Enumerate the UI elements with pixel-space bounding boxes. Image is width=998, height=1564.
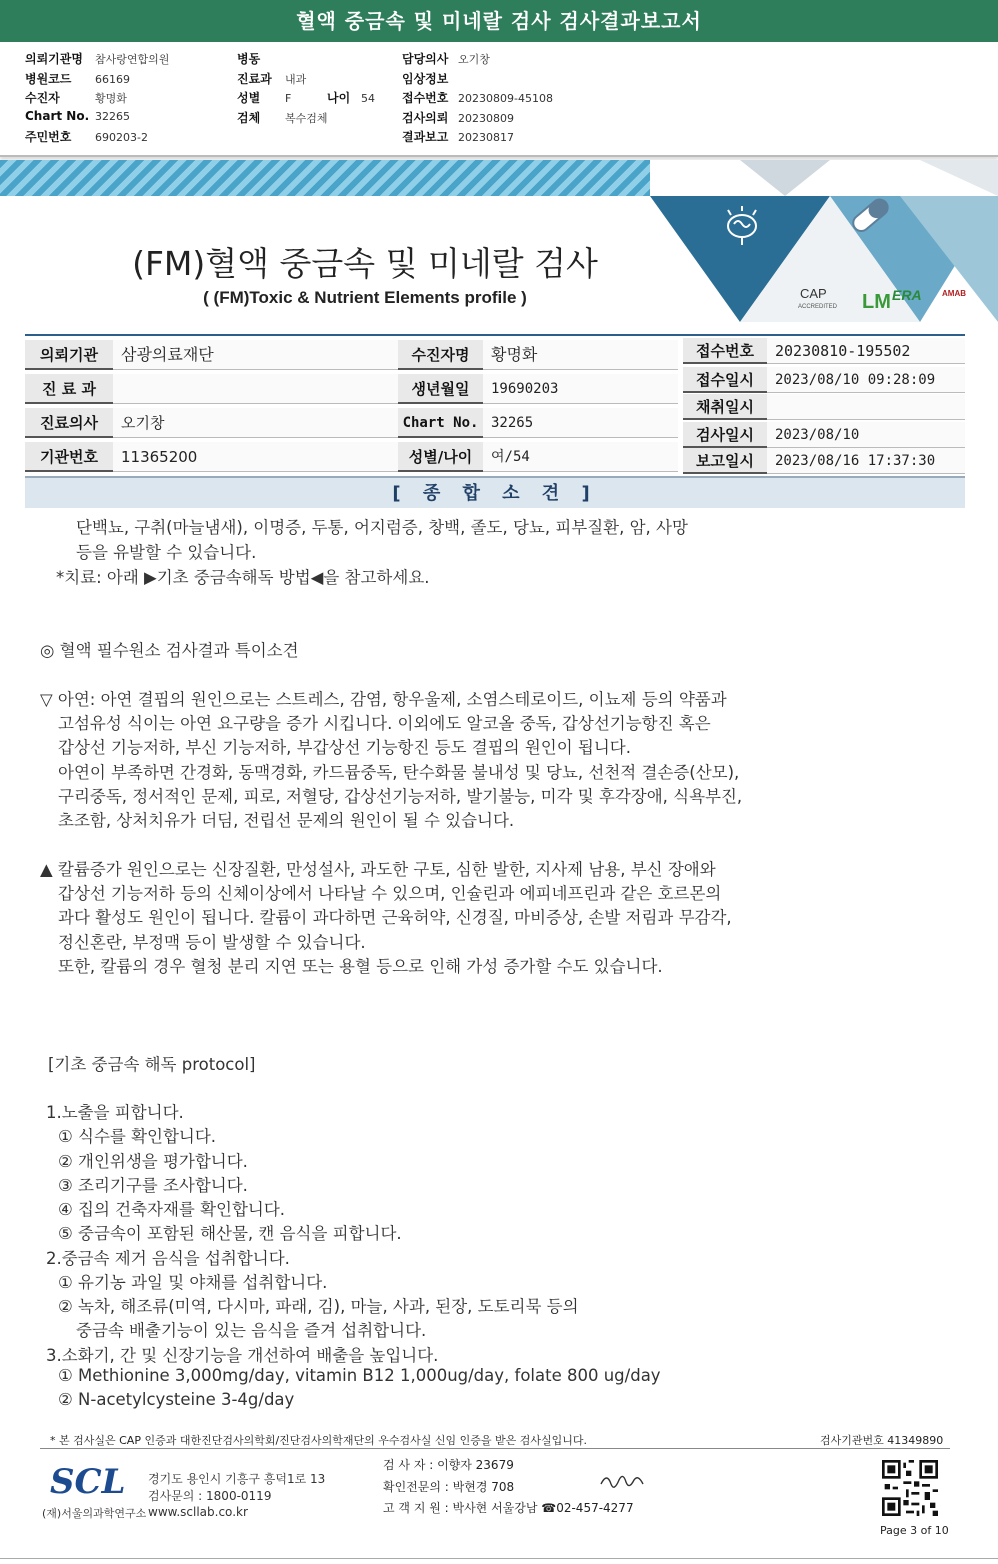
header-label: 담당의사 xyxy=(402,52,449,66)
header-label: 성별 xyxy=(237,91,261,105)
patient-info-table xyxy=(25,334,965,470)
body-line: 고섬유성 식이는 아연 요구량을 증가 시킵니다. 이외에도 알코올 중독, 갑상선기능항진 혹은 xyxy=(58,714,711,733)
header-info xyxy=(0,42,998,157)
age-value: 54 xyxy=(361,92,375,105)
page-number: Page 3 of 10 xyxy=(880,1524,949,1537)
body-line: 갑상선 기능저하 등의 신체이상에서 나타날 수 있으며, 인슐린과 에피네프린과 같은 호르몬의 xyxy=(58,884,722,903)
protocol-item: ① Methionine 3,000mg/day, vitamin B12 1,000ug/day, folate 800 ug/day xyxy=(58,1366,661,1385)
value-collect-time xyxy=(767,394,965,420)
age-label: 나이 xyxy=(327,91,351,105)
protocol-item: ② N-acetylcysteine 3-4g/day xyxy=(58,1390,295,1409)
header-label: 진료과 xyxy=(237,71,272,86)
body-line: ▲ 칼륨증가 원인으로는 신장질환, 만성설사, 과도한 구토, 심한 발한, 지사제 남용, 부신 장애와 xyxy=(40,860,716,879)
label-chart-no: Chart No. xyxy=(398,408,483,438)
header-value: 690203-2 xyxy=(95,131,148,144)
body-line: 등을 유발할 수 있습니다. xyxy=(76,543,257,562)
cap-badge-sub: ACCREDITED xyxy=(798,304,838,310)
body-line: 정신혼란, 부정맥 등이 발생할 수 있습니다. xyxy=(58,933,366,952)
header-value: F xyxy=(285,92,292,105)
label-receipt-time: 접수일시 xyxy=(683,367,767,393)
value-receipt-time: 2023/08/10 09:28:09 xyxy=(767,367,965,393)
logo-subtitle: (재)서울의과학연구소 xyxy=(42,1507,147,1520)
scl-logo: SCL xyxy=(50,1462,126,1502)
protocol-heading: [기초 중금속 해독 protocol] xyxy=(48,1055,256,1074)
header-label: 의뢰기관명 xyxy=(25,52,83,66)
signature xyxy=(598,1470,648,1494)
staff-support: 고 객 지 원 : 박사현 서울강남 ☎02-457-4277 xyxy=(383,1501,634,1515)
body-line: 구리중독, 정서적인 문제, 피로, 저혈당, 갑상선기능저하, 발기불능, 미각 및 후각장애, 식욕부진, xyxy=(58,787,743,806)
header-label: 검체 xyxy=(237,110,261,125)
protocol-item: ② 개인위생을 평가합니다. xyxy=(58,1152,248,1171)
body-line: ▽ 아연: 아연 결핍의 원인으로는 스트레스, 감염, 항우울제, 소염스테로이드, 이뇨제 등의 약품과 xyxy=(40,690,727,709)
lm-badge: LM xyxy=(862,291,891,313)
website-link[interactable]: www.scllab.co.kr xyxy=(148,1505,248,1519)
protocol-step: 2.중금속 제거 음식을 섭취합니다. xyxy=(46,1249,290,1268)
value-chart-no: 32265 xyxy=(483,408,678,438)
body-line: 아연이 부족하면 간경화, 동맥경화, 카드뮴중독, 탄수화물 불내성 및 당뇨, 선천적 결손증(산모), xyxy=(58,763,740,782)
value-institution: 삼광의료재단 xyxy=(113,340,398,370)
body-line: 단백뇨, 구취(마늘냄새), 이명증, 두통, 어지럼증, 창백, 졸도, 당뇨, 피부질환, 암, 사망 xyxy=(76,518,688,537)
protocol-item: ④ 집의 건축자재를 확인합니다. xyxy=(58,1200,286,1219)
era-badge: ERA xyxy=(892,287,922,303)
header-value: 황명화 xyxy=(95,92,127,105)
body-line: 또한, 칼륨의 경우 혈청 분리 지연 또는 용혈 등으로 인해 가성 증가할 수도 있습니다. xyxy=(58,957,663,976)
qr-code-icon xyxy=(882,1460,938,1516)
label-birthdate: 생년월일 xyxy=(398,374,483,404)
page-title: (FM)혈액 중금속 및 미네랄 검사 xyxy=(132,244,598,283)
header-value: 32265 xyxy=(95,109,130,123)
header-value: 참사랑연합의원 xyxy=(95,53,170,66)
header-label: 검사의뢰 xyxy=(402,110,449,125)
institution-number: 검사기관번호 41349890 xyxy=(820,1434,944,1447)
protocol-item: ① 식수를 확인합니다. xyxy=(58,1127,217,1146)
value-receipt-no: 20230810-195502 xyxy=(767,338,965,364)
body-line: 과다 활성도 원인이 됩니다. 칼륨이 과다하면 근육허약, 신경질, 마비증상, 손발 저림과 무감각, xyxy=(58,908,732,927)
label-department: 진 료 과 xyxy=(25,374,113,404)
header-label: 수진자 xyxy=(25,91,60,105)
header-label: 결과보고 xyxy=(402,130,449,144)
protocol-item: 중금속 배출기능이 있는 음식을 즐겨 섭취합니다. xyxy=(76,1321,427,1340)
body-line: *치료: 아래 ▶기초 중금속해독 방법◀을 참고하세요. xyxy=(56,568,430,587)
header-col-2 xyxy=(237,50,375,128)
value-doctor: 오기창 xyxy=(113,408,398,438)
label-report-time: 보고일시 xyxy=(683,448,767,474)
protocol-item: ① 유기농 과일 및 야채를 섭취합니다. xyxy=(58,1273,328,1292)
value-sex-age: 여/54 xyxy=(483,442,678,472)
label-inst-number: 기관번호 xyxy=(25,442,113,472)
header-label: 주민번호 xyxy=(25,130,72,144)
header-value: 20230809-45108 xyxy=(458,92,553,105)
value-department xyxy=(113,374,398,404)
header-col-3 xyxy=(402,50,553,148)
header-label: 병원코드 xyxy=(25,71,72,86)
bottom-divider xyxy=(0,1558,998,1559)
page-subtitle: ( (FM)Toxic & Nutrient Elements profile ) xyxy=(203,288,527,307)
amab-badge: AMAB xyxy=(942,289,966,298)
report-banner: 혈액 중금속 및 미네랄 검사 검사결과보고서 xyxy=(0,0,998,42)
cap-badge: CAP xyxy=(800,286,827,301)
footer-divider xyxy=(40,1448,950,1449)
header-value: 66169 xyxy=(95,72,130,86)
protocol-step: 1.노출을 피합니다. xyxy=(46,1103,184,1122)
header-value: 20230817 xyxy=(458,131,514,144)
contact-phone: 검사문의 : 1800-0119 xyxy=(148,1489,272,1503)
header-label: 접수번호 xyxy=(402,91,449,105)
label-test-time: 검사일시 xyxy=(683,422,767,448)
label-receipt-no: 접수번호 xyxy=(683,338,767,364)
section-heading: ◎ 혈액 필수원소 검사결과 특이소견 xyxy=(40,641,299,660)
header-label: 병동 xyxy=(237,52,261,66)
body-line: 갑상선 기능저하, 부신 기능저하, 부갑상선 기능항진 등도 결핍의 원인이 됩니다. xyxy=(58,738,631,757)
value-test-time: 2023/08/10 xyxy=(767,422,965,448)
label-institution: 의뢰기관 xyxy=(25,340,113,370)
label-sex-age: 성별/나이 xyxy=(398,442,483,472)
protocol-item: ⑤ 중금속이 포함된 해산물, 캔 음식을 피합니다. xyxy=(58,1224,402,1243)
label-collect-time: 채취일시 xyxy=(683,394,767,420)
header-col-1 xyxy=(25,50,169,148)
address: 경기도 용인시 기흥구 흥덕1로 13 xyxy=(148,1472,326,1486)
value-report-time: 2023/08/16 17:37:30 xyxy=(767,448,965,474)
value-patient-name: 황명화 xyxy=(483,340,678,370)
body-line: 초조함, 상처치유가 더딤, 전립선 문제의 원인이 될 수 있습니다. xyxy=(58,811,515,830)
protocol-item: ② 녹차, 해조류(미역, 다시마, 파래, 김), 마늘, 사과, 된장, 도토리묵 등의 xyxy=(58,1297,579,1316)
label-patient-name: 수진자명 xyxy=(398,340,483,370)
staff-tester: 검 사 자 : 이향자 23679 xyxy=(383,1458,514,1472)
header-value: 복수검체 xyxy=(285,111,328,125)
value-inst-number: 11365200 xyxy=(113,442,398,472)
protocol-step: 3.소화기, 간 및 신장기능을 개선하여 배출을 높입니다. xyxy=(46,1346,439,1365)
header-value: 20230809 xyxy=(458,111,514,125)
header-label: Chart No. xyxy=(25,108,90,123)
header-value: 오기창 xyxy=(458,53,490,66)
summary-header: [ 종 합 소 견 ] xyxy=(25,476,965,508)
header-label: 임상정보 xyxy=(402,71,449,86)
header-value: 내과 xyxy=(285,72,307,86)
staff-specialist: 확인전문의 : 박현경 708 xyxy=(383,1480,515,1494)
value-birthdate: 19690203 xyxy=(483,374,678,404)
protocol-item: ③ 조리기구를 조사합니다. xyxy=(58,1176,248,1195)
certification-note: * 본 검사실은 CAP 인증과 대한진단검사의학회/진단검사의학재단의 우수검사실 신임 인증을 받은 검사실입니다. xyxy=(50,1434,588,1447)
label-doctor: 진료의사 xyxy=(25,408,113,438)
